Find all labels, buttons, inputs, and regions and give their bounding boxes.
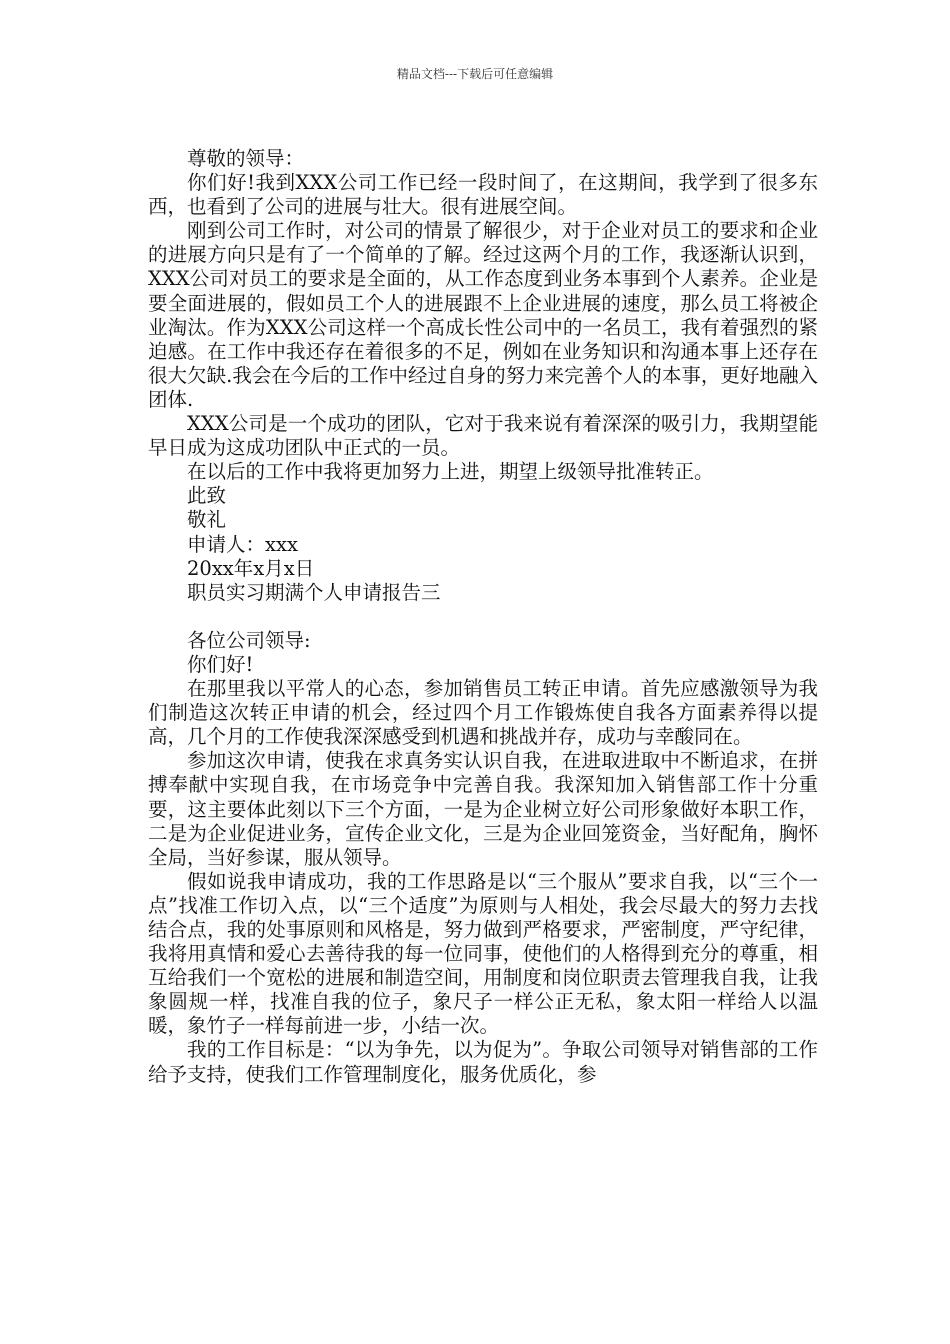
- page-header: 精品文档---下载后可任意编辑: [396, 67, 554, 81]
- document-body: [148, 147, 818, 1087]
- date-line: 20xx年x月x日: [187, 556, 315, 580]
- paragraph: 在以后的工作中我将更加努力上进，期望上级领导批准转正。: [187, 460, 714, 484]
- applicant-line: 申请人：xxx: [187, 532, 298, 556]
- closing-line: 敬礼: [187, 508, 227, 532]
- paragraph: 假如说我申请成功，我的工作思路是以“三个服从”要求自我，以“三个一点”找准工作切入点，以“三个适度”为原则与人相处，我会尽最大的努力去找结合点，我的处事原则和风格是，努力做到严格要求，严密制度，严守纪律，我将用真情和爱心去善待我的每一位同事，使他们的人格得到充分的尊重，相互给我们一个宽松的进展和制造空间，用制度和岗位职责去管理我自我，让我象圆规一样，找准自我的位子，象尺子一样公正无私，象太阳一样给人以温暖，象竹子一样每前进一步，小结一次。: [148, 869, 818, 1038]
- salutation: 尊敬的领导：: [187, 147, 305, 170]
- paragraph: XXX公司是一个成功的团队，它对于我来说有着深深的吸引力，我期望能早日成为这成功团队中正式的一员。: [148, 412, 818, 460]
- blank-line: [148, 605, 818, 629]
- paragraph: 刚到公司工作时，对公司的情景了解很少，对于企业对员工的要求和企业的进展方向只是有了一个简单的了解。经过这两个月的工作，我逐渐认识到，XXX公司对员工的要求是全面的，从工作态度到业务本事到个人素养。企业是要全面进展的，假如员工个人的进展跟不上企业进展的速度，那么员工将被企业淘汰。作为XXX公司这样一个高成长性公司中的一名员工，我有着强烈的紧迫感。在工作中我还存在着很多的不足，例如在业务知识和沟通本事上还存在很大欠缺.我会在今后的工作中经过自身的努力来完善个人的本事，更好地融入团体.: [148, 219, 818, 411]
- paragraph: 我的工作目标是：“以为争先，以为促为”。争取公司领导对销售部的工作给予支持，使我们工作管理制度化，服务优质化，参: [148, 1038, 818, 1086]
- salutation: 各位公司领导:: [187, 628, 311, 652]
- paragraph: 在那里我以平常人的心态，参加销售员工转正申请。首先应感激领导为我们制造这次转正申请的机会，经过四个月工作锻炼使自我各方面素养得以提高，几个月的工作使我深深感受到机遇和挑战并存，成功与幸酸同在。: [148, 677, 818, 749]
- section-title: 职员实习期满个人申请报告三: [187, 580, 441, 604]
- paragraph: 你们好!我到XXX公司工作已经一段时间了，在这期间，我学到了很多东西，也看到了公司的进展与壮大。很有进展空间。: [148, 171, 818, 219]
- paragraph: 参加这次申请，使我在求真务实认识自我，在进取进取中不断追求，在拼搏奉献中实现自我，在市场竞争中完善自我。我深知加入销售部工作十分重要，这主要体此刻以下三个方面，一是为企业树立好公司形象做好本职工作，二是为企业促进业务，宣传企业文化，三是为企业回笼资金，当好配角，胸怀全局，当好参谋，服从领导。: [148, 749, 818, 869]
- greeting: 你们好!: [187, 652, 254, 676]
- closing-line: 此致: [187, 484, 227, 508]
